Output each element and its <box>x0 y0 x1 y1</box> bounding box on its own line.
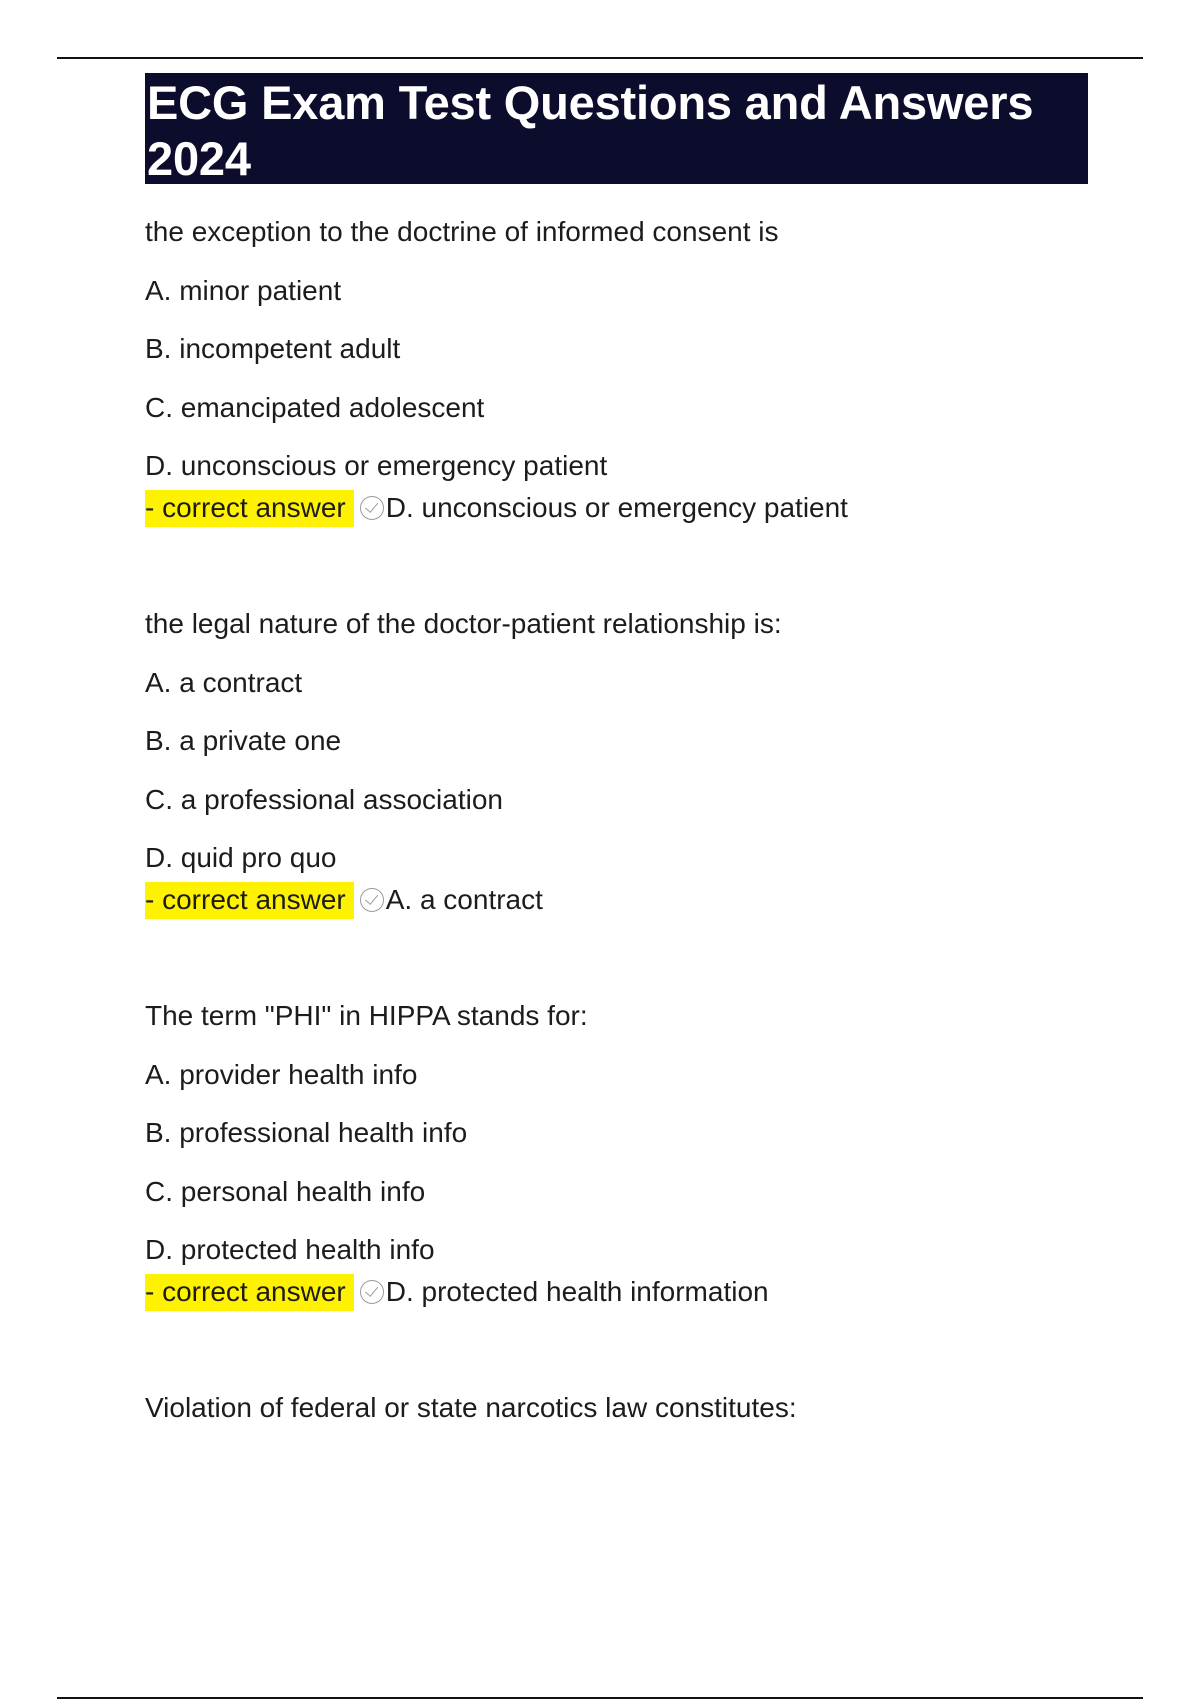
answer-option: D. unconscious or emergency patient <box>145 450 608 481</box>
answer-option: B. professional health info <box>145 1117 468 1148</box>
correct-answer-label: - correct answer <box>145 490 354 527</box>
answer-option: B. a private one <box>145 725 342 756</box>
title-banner <box>145 73 1088 184</box>
correct-answer-line <box>145 876 1105 924</box>
question-block <box>145 208 1105 532</box>
answer-option: A. minor patient <box>145 274 342 306</box>
answer-option: D. quid pro quo <box>145 842 337 873</box>
check-circle-icon <box>360 496 384 520</box>
answer-option: C. emancipated adolescent <box>145 391 485 423</box>
check-circle-icon <box>360 1280 384 1304</box>
answer-option: C. personal health info <box>145 1175 426 1207</box>
correct-answer-text: A. a contract <box>385 884 543 915</box>
correct-answer-text: D. unconscious or emergency patient <box>385 492 848 523</box>
answer-option: D. protected health info <box>145 1234 435 1265</box>
question-prompt: the legal nature of the doctor-patient relationship is: <box>145 608 782 639</box>
question-prompt: Violation of federal or state narcotics law constitutes: <box>145 1392 797 1423</box>
question-list <box>145 208 1105 1443</box>
check-circle-icon <box>360 888 384 912</box>
correct-answer-label: - correct answer <box>145 882 354 919</box>
answer-option: B. incompetent adult <box>145 333 401 364</box>
question-block <box>145 1384 1105 1432</box>
correct-answer-line <box>145 1268 1105 1316</box>
answer-option: A. a contract <box>145 666 303 698</box>
correct-answer-text: D. protected health information <box>385 1276 769 1307</box>
question-block <box>145 600 1105 924</box>
answer-option: A. provider health info <box>145 1058 418 1090</box>
question-prompt: The term "PHI" in HIPPA stands for: <box>145 1000 588 1031</box>
correct-answer-label: - correct answer <box>145 1274 354 1311</box>
question-block <box>145 992 1105 1316</box>
question-prompt: the exception to the doctrine of informed consent is <box>145 216 779 247</box>
correct-answer-line <box>145 484 1105 532</box>
footer-rule <box>57 1697 1143 1699</box>
page-title: ECG Exam Test Questions and Answers 2024 <box>147 76 1034 185</box>
header-rule <box>57 57 1143 59</box>
answer-option: C. a professional association <box>145 783 503 815</box>
